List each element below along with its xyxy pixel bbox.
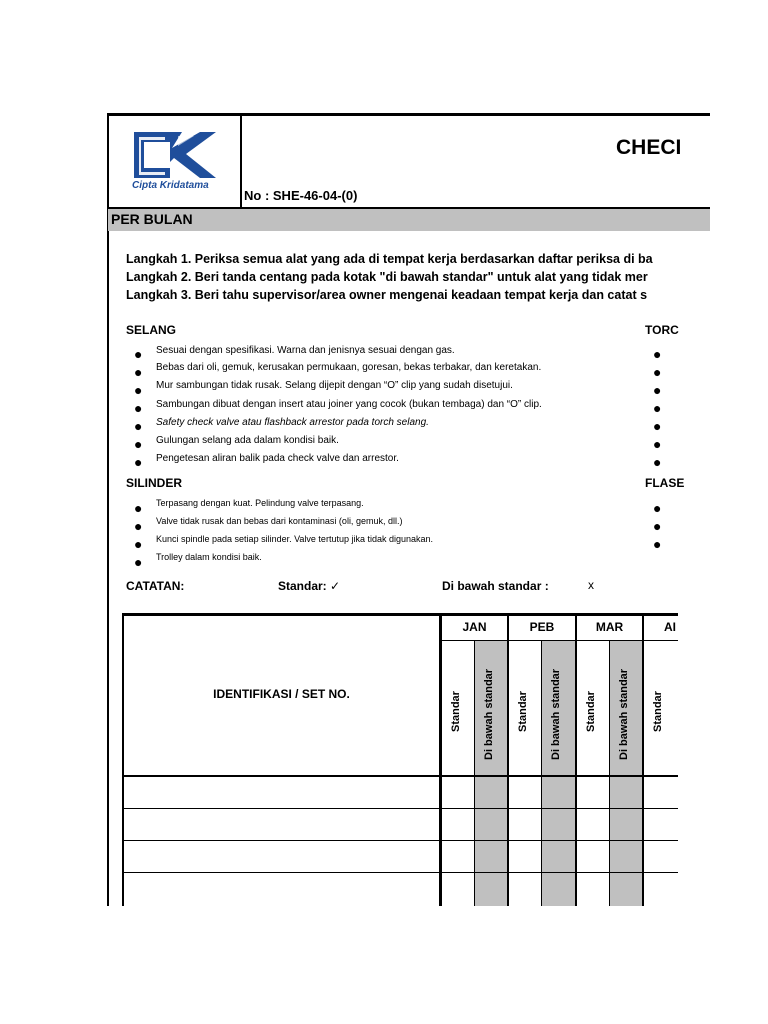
bullet-icon: ● — [653, 518, 662, 534]
company-logo — [108, 114, 241, 208]
legend-standard: Standar: ✓ — [278, 579, 341, 593]
month-divider — [575, 613, 577, 906]
col-below-standard: Di bawah standar — [550, 668, 562, 760]
month-header-mar: MAR — [595, 620, 624, 634]
list-item: Gulungan selang ada dalam kondisi baik. — [156, 435, 339, 446]
list-item: Pengetesan aliran balik pada check valve dan arrestor. — [156, 453, 399, 464]
month-header-jan: JAN — [462, 620, 487, 634]
section-title-silinder: SILINDER — [126, 476, 183, 490]
sub-divider — [609, 641, 610, 906]
bullet-icon: ● — [134, 400, 143, 416]
table-row[interactable] — [124, 777, 439, 808]
bullet-icon: ● — [653, 346, 662, 362]
page-title: CHECI — [616, 136, 682, 159]
legend-below-standard: Di bawah standar : — [442, 579, 549, 593]
section-title-flash: FLASE — [645, 476, 685, 490]
section-title-torch: TORC — [645, 323, 679, 337]
table-row[interactable] — [124, 873, 439, 906]
bullet-icon: ● — [134, 500, 143, 516]
legend-below-mark: x — [588, 578, 594, 592]
list-item: Bebas dari oli, gemuk, kerusakan permukaan, goresan, bekas terbakar, dan keretakan. — [156, 362, 542, 373]
ident-divider — [439, 613, 442, 906]
bullet-icon: ● — [134, 518, 143, 534]
col-standard: Standar — [652, 691, 664, 732]
list-item: Kunci spindle pada setiap silinder. Valve tertutup jika tidak digunakan. — [156, 534, 434, 544]
col-standard: Standar — [517, 691, 529, 732]
left-border — [107, 113, 109, 906]
section-title-selang: SELANG — [126, 323, 177, 337]
bullet-icon: ● — [653, 382, 662, 398]
sub-divider — [474, 641, 475, 906]
step-2: Langkah 2. Beri tanda centang pada kotak "di bawah standar" untuk alat yang tidak mer — [126, 270, 648, 284]
col-below-standard: Di bawah standar — [618, 668, 630, 760]
col-standard: Standar — [585, 691, 597, 732]
month-header-peb: PEB — [529, 620, 555, 634]
bullet-icon: ● — [134, 346, 143, 362]
ck-logo-icon — [108, 114, 241, 208]
bullet-icon: ● — [653, 536, 662, 552]
list-item: Mur sambungan tidak rusak. Selang dijepit dengan “O” clip yang sudah disetujui. — [156, 380, 513, 391]
list-item: Sesuai dengan spesifikasi. Warna dan jenisnya sesuai dengan gas. — [156, 345, 455, 356]
step-3: Langkah 3. Beri tahu supervisor/area owner mengenai keadaan tempat kerja dan catat s — [126, 288, 648, 302]
list-item: Safety check valve atau flashback arrestor pada torch selang. — [156, 417, 429, 428]
list-item: Sambungan dibuat dengan insert atau joiner yang cocok (bukan tembaga) dan “O” clip. — [156, 399, 542, 410]
period-label: PER BULAN — [111, 211, 193, 227]
step-1: Langkah 1. Periksa semua alat yang ada di tempat kerja berdasarkan daftar periksa di ba — [126, 252, 653, 266]
list-item: Valve tidak rusak dan bebas dari kontaminasi (oli, gemuk, dll.) — [156, 516, 403, 526]
bullet-icon: ● — [134, 536, 143, 552]
list-item: Terpasang dengan kuat. Pelindung valve terpasang. — [156, 498, 364, 508]
list-item: Trolley dalam kondisi baik. — [156, 552, 262, 562]
instructions — [126, 250, 653, 304]
table-row[interactable] — [124, 841, 439, 872]
identification-header: IDENTIFIKASI / SET NO. — [213, 687, 350, 701]
period-band — [108, 209, 710, 231]
bullet-icon: ● — [653, 500, 662, 516]
bullet-icon: ● — [134, 418, 143, 434]
col-below-standard: Di bawah standar — [483, 668, 495, 760]
col-standard: Standar — [450, 691, 462, 732]
bullet-icon: ● — [653, 418, 662, 434]
company-name: Cipta Kridatama — [132, 180, 209, 191]
bullet-icon: ● — [653, 364, 662, 380]
sub-divider — [541, 641, 542, 906]
month-divider — [507, 613, 509, 906]
bullet-icon: ● — [653, 454, 662, 470]
bullet-icon: ● — [134, 364, 143, 380]
bullet-icon: ● — [134, 436, 143, 452]
notes-label: CATATAN: — [126, 579, 185, 593]
month-divider — [642, 613, 644, 906]
table-row[interactable] — [124, 809, 439, 840]
bullet-icon: ● — [653, 400, 662, 416]
document-number: No : SHE-46-04-(0) — [244, 188, 358, 203]
table-top-border — [122, 613, 678, 616]
month-header-apr: AI — [664, 620, 676, 634]
bullet-icon: ● — [134, 382, 143, 398]
bullet-icon: ● — [134, 454, 143, 470]
bullet-icon: ● — [134, 554, 143, 570]
bullet-icon: ● — [653, 436, 662, 452]
